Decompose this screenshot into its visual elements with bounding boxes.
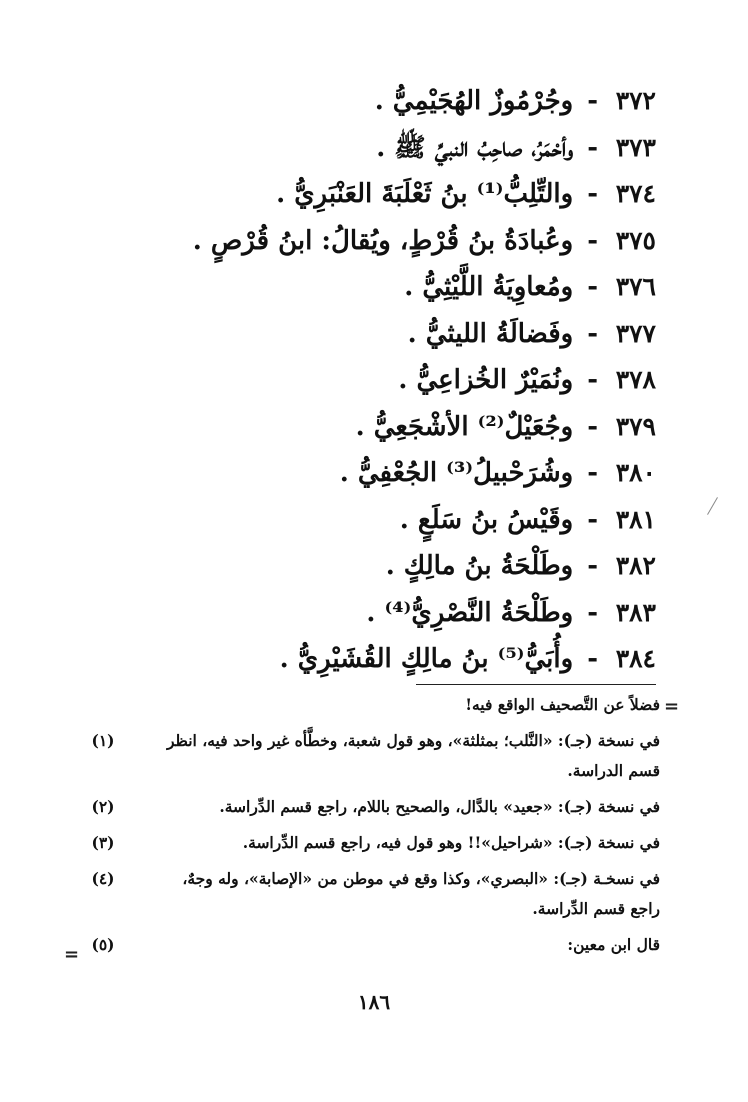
footnote-line: في نسخة (جـ): «شراحيل»!! وهو قول فيه، راجع قسم الدِّراسة. [242,833,660,852]
entry-text: وأُبَيُّ⁽⁵⁾ بنُ مالِكٍ القُشَيْرِيُّ . [279,644,574,674]
entry-number: ٣٨٣ [615,597,656,627]
list-item [96,497,656,544]
entry-text: ونُمَيْرٌ الخُزاعِيُّ . [398,365,574,395]
entry-text: وطَلْحَةُ النَّصْرِيُّ⁽⁴⁾ . [366,597,574,628]
footnote-line: راجع قسم الدِّراسة. [532,899,660,918]
list-item [96,357,656,404]
entry-number: ٣٧٣ [615,132,656,162]
footnote-text [136,726,660,786]
list-item [96,636,656,683]
footnote-line: قسم الدراسة. [567,761,660,780]
entry-dash: - [587,179,598,209]
footnote-line: في نسخة (جـ): «النَّلب؛ بمثلثة»، وهو قول شعبة، وخطَّأه غير واحد فيه، انظر [166,731,660,750]
list-item [96,171,656,218]
footnote-line: قال ابن معين: [567,935,660,954]
entry-dash: - [587,504,598,535]
entry-text: ومُعاوِيَةُ اللَّيْثِيُّ . [404,272,574,302]
entry-dash: - [587,225,598,256]
entry-text: والتِّلِبُّ⁽¹⁾ بنُ ثَعْلَبَةَ العَنْبَرِيُّ . [276,179,574,209]
footnote-continuation: فضلاً عن التَّصحيف الواقع فيه! [465,695,660,714]
entry-text: وأحْمَرُ، صاحِبُ النبيِّ ﷺ . [376,132,574,163]
list-item [96,543,656,590]
entry-dash: - [587,597,598,628]
footnote-line: في نسخـة (جـ): «البصري»، وكذا وقع في موطن من «الإصابة»، وله وجهٌ، [182,869,660,888]
continuation-mark-top: = [664,696,680,717]
list-item [96,404,656,451]
footnote-divider [416,684,656,685]
entry-number: ٣٨٢ [615,551,656,580]
list-item [96,311,656,358]
footnotes-section [70,690,660,966]
entry-text: وعُبادَةُ بنُ قُرْطٍ، ويُقالُ: ابنُ قُرْصٍ . [192,225,574,256]
entry-text: وفَضالَةُ الليثيُّ . [407,318,574,349]
entry-dash: - [587,272,598,302]
footnote-item [70,726,660,786]
continuation-mark-bottom: = [64,944,80,965]
list-item [96,450,656,497]
entry-number: ٣٧٢ [615,86,656,115]
footnote-text [136,930,660,960]
footnote-text [136,828,660,858]
entry-dash: - [587,644,598,674]
entry-number: ٣٨١ [615,504,656,534]
entry-number: ٣٧٨ [615,365,656,394]
list-item [96,264,656,311]
entry-number: ٣٧٤ [615,179,656,208]
page-number: ١٨٦ [357,990,391,1014]
entry-text: وطَلْحَةُ بنُ مالِكٍ . [385,551,574,581]
entry-number: ٣٨٠ [615,458,656,487]
footnote-number: (٥) [91,935,115,954]
footnote-number: (٣) [91,833,115,852]
margin-pencil-mark [707,497,718,515]
footnote-item [70,792,660,822]
entry-text: وجُعَيْلٌ⁽²⁾ الأشْجَعِيُّ . [355,411,574,442]
entry-number: ٣٨٤ [615,644,656,673]
footnote-text [136,864,660,924]
entry-dash: - [587,365,598,395]
entry-text: وشُرَحْبيلُ⁽³⁾ الجُعْفِيُّ . [339,458,574,488]
footnote-item [70,930,660,960]
entry-number: ٣٧٩ [615,411,656,441]
entry-dash: - [587,458,598,488]
entry-dash: - [587,86,598,116]
entry-dash: - [587,411,598,442]
narrator-list [96,78,656,683]
footnote-text [136,792,660,822]
list-item [96,125,656,172]
footnote-number: (١) [91,731,115,750]
list-item [96,590,656,637]
list-item [96,218,656,265]
entry-dash: - [587,318,598,349]
entry-number: ٣٧٦ [615,272,656,301]
entry-number: ٣٧٧ [615,318,656,348]
entry-dash: - [587,551,598,581]
entry-text: وجُرْمُوزٌ الهُجَيْمِيُّ . [374,86,574,116]
entry-number: ٣٧٥ [615,225,656,255]
entry-text: وقَيْسُ بنُ سَلَعٍ . [399,504,574,535]
list-item [96,78,656,125]
entry-dash: - [587,132,598,163]
footnote-item [70,828,660,858]
footnote-number: (٢) [91,797,115,816]
footnote-line: في نسخة (جـ): «جعيد» بالدَّال، والصحيح باللام، راجع قسم الدِّراسة. [219,797,660,816]
footnote-number: (٤) [91,869,115,888]
footnote-item [70,864,660,924]
